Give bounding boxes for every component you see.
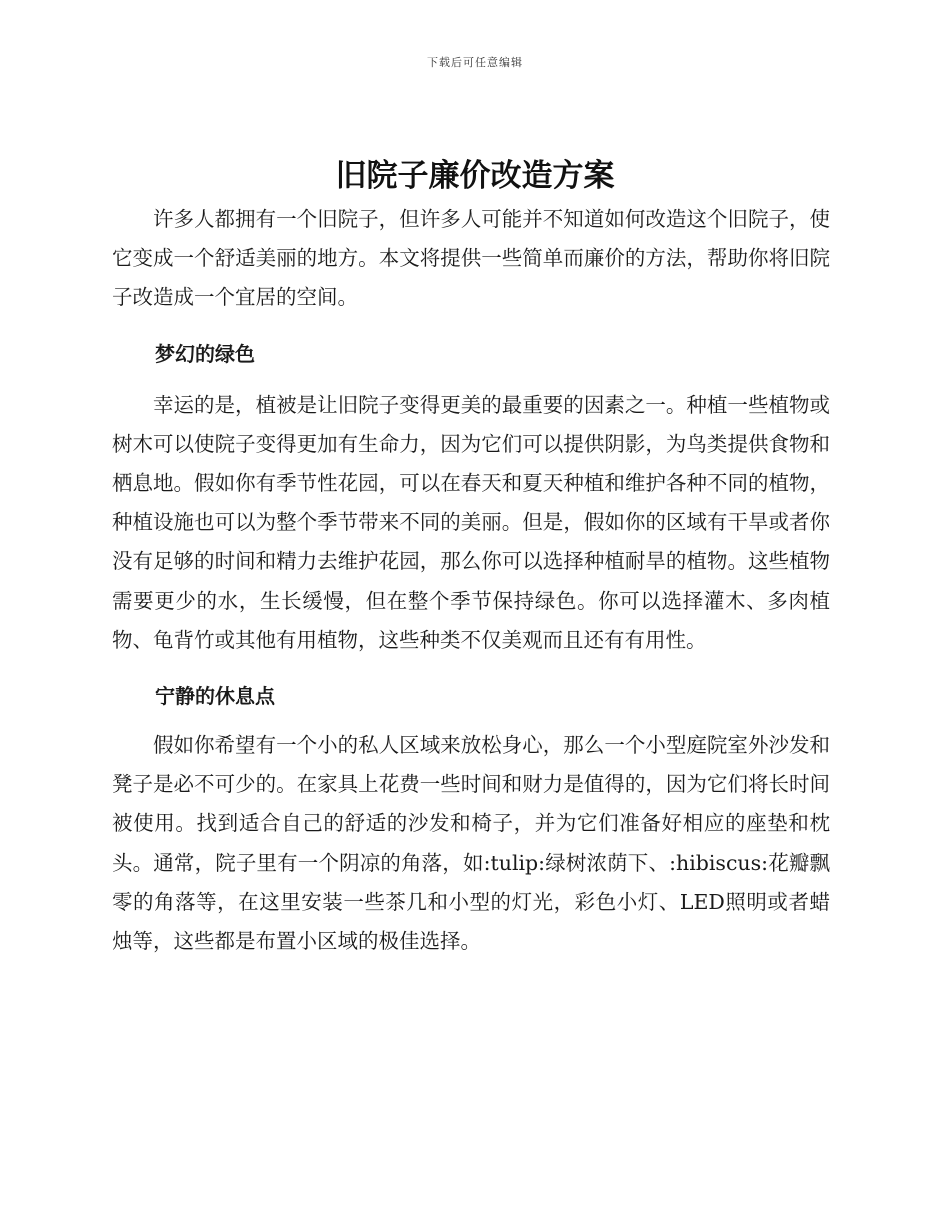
section-paragraph-rest: 假如你希望有一个小的私人区域来放松身心，那么一个小型庭院室外沙发和凳子是必不可少的。在家具上花费一些时间和财力是值得的，因为它们将长时间被使用。找到适合自己的舒适的沙发和椅子，并为它们准备好相应的座垫和枕头。通常，院子里有一个阴凉的角落，如:tulip:绿树浓荫下、:hibiscus:花瓣飘零的角落等，在这里安装一些茶几和小型的灯光，彩色小灯、LED照明或者蜡烛等，这些都是布置小区域的极佳选择。 xyxy=(112,733,830,954)
section-heading-green: 梦幻的绿色 xyxy=(155,341,255,366)
section-paragraph-green: 幸运的是，植被是让旧院子变得更美的最重要的因素之一。种植一些植物或树木可以使院子变得更加有生命力，因为它们可以提供阴影，为鸟类提供食物和栖息地。假如你有季节性花园，可以在春天和夏天种植和维护各种不同的植物，种植设施也可以为整个季节带来不同的美丽。但是，假如你的区域有干旱或者你没有足够的时间和精力去维护花园，那么你可以选择种植耐旱的植物。这些植物需要更少的水，生长缓慢，但在整个季节保持绿色。你可以选择灌木、多肉植物、龟背竹或其他有用植物，这些种类不仅美观而且还有有用性。 xyxy=(112,392,830,652)
intro-paragraph: 许多人都拥有一个旧院子，但许多人可能并不知道如何改造这个旧院子，使它变成一个舒适美丽的地方。本文将提供一些简单而廉价的方法，帮助你将旧院子改造成一个宜居的空间。 xyxy=(112,207,830,310)
header-note: 下载后可任意编辑 xyxy=(427,56,523,69)
section-heading-rest: 宁静的休息点 xyxy=(155,684,275,709)
document-title: 旧院子廉价改造方案 xyxy=(335,158,615,194)
document-body xyxy=(112,200,830,961)
